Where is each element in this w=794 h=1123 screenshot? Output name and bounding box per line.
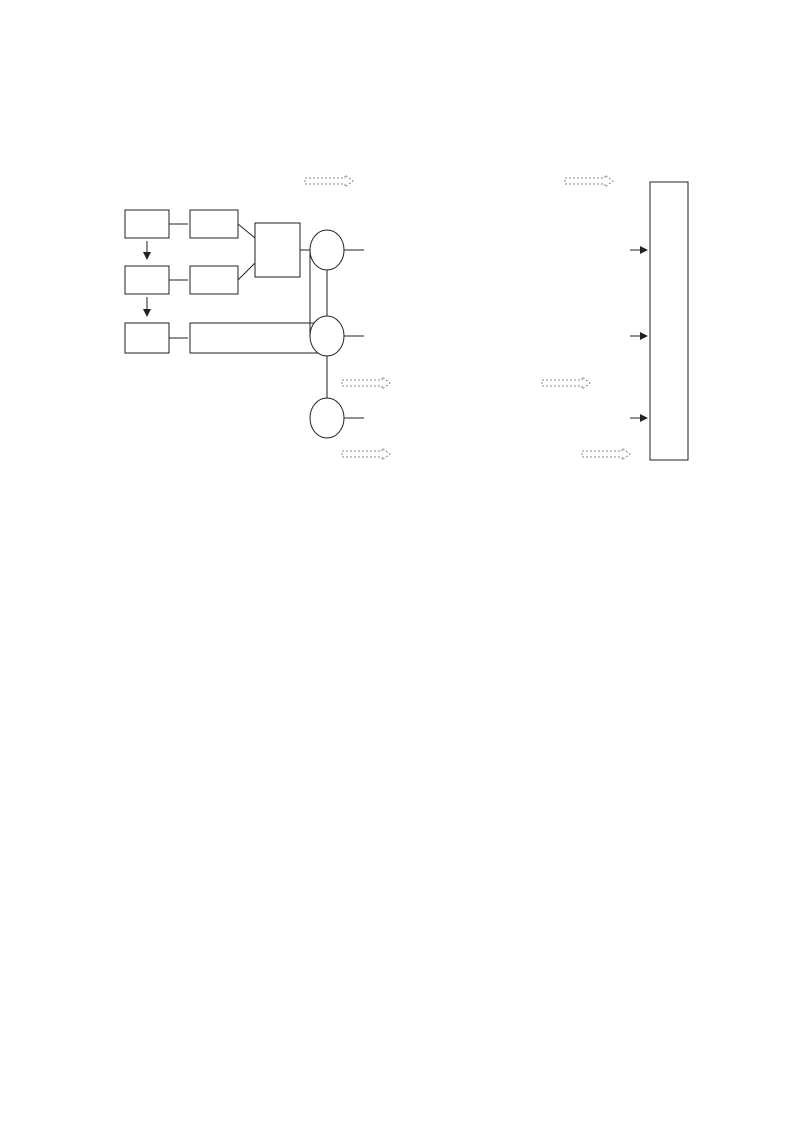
analysis-paragraph [118,946,678,988]
section-heading-1 [0,142,794,164]
angle-heading [118,510,678,541]
section-heading-2 [0,480,794,502]
knowledge-diagram [110,168,700,464]
